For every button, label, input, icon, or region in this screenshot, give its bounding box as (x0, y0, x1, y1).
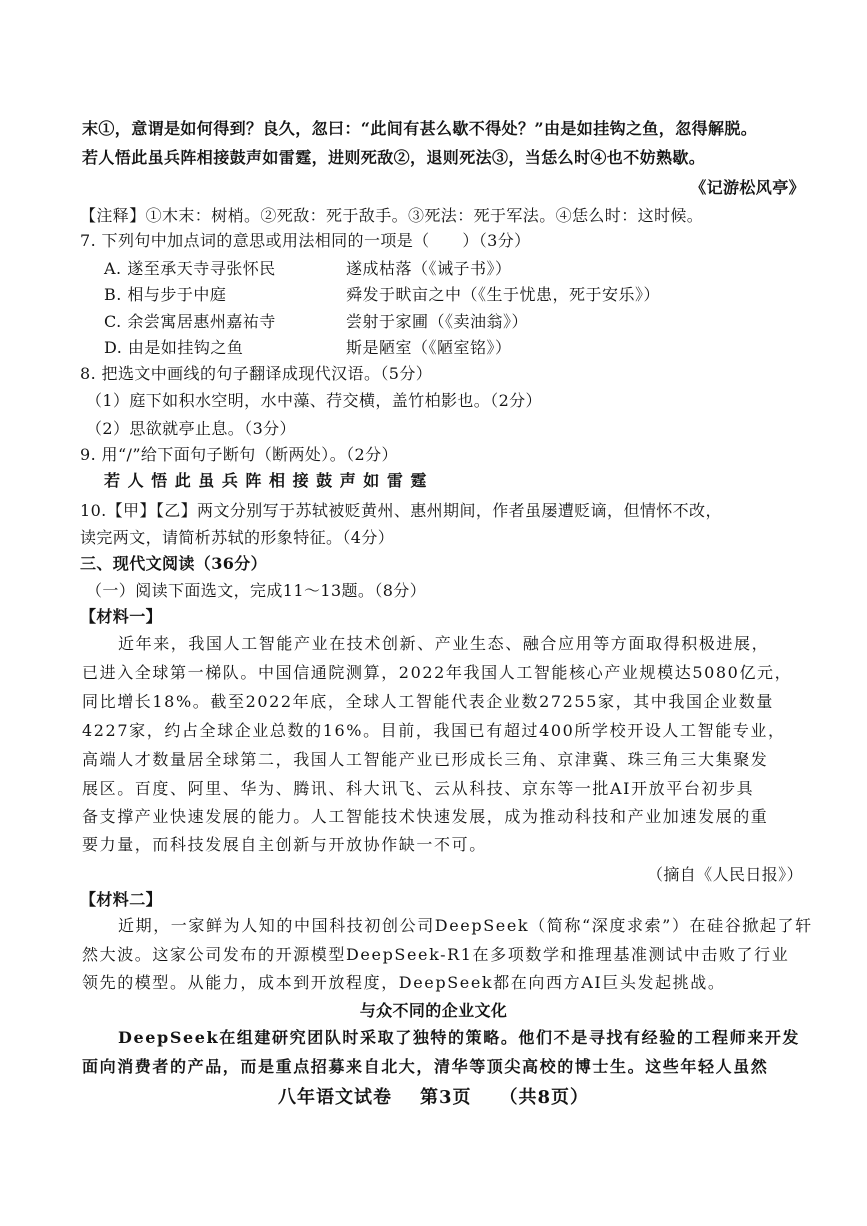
q7-option-c-left: C. 余尝寓居惠州嘉祐寺 (104, 312, 276, 331)
material-2-heading: 与众不同的企业文化 (359, 1001, 508, 1020)
q7-option-b-left: B. 相与步于中庭 (104, 285, 227, 304)
page-footer (0, 1083, 867, 1109)
question-8-stem: 8. 把选文中画线的句子翻译成现代汉语。（5分） (80, 364, 433, 383)
material-1-source: （摘自《人民日报》） (646, 865, 803, 884)
material-2-line: 面向消费者的产品，而是重点招募来自北大，清华等顶尖高校的博士生。这些年轻人虽然 (82, 1057, 769, 1076)
q7-option-c-right: 尝射于家圃（《卖油翁》） (346, 312, 529, 331)
material-1-line: 备支撑产业快速发展的能力。人工智能技术快速发展，成为推动科技和产业加速发展的重 (82, 807, 769, 826)
q7-option-d-right: 斯是陋室（《陋室铭》） (346, 338, 512, 357)
section-3-subtitle: （一）阅读下面选文，完成11～13题。（8分） (86, 581, 427, 600)
excerpt-line-1: 末①，意谓是如何得到？良久，忽曰：“此间有甚么歇不得处？”由是如挂钩之鱼，忽得解脱。 (82, 119, 758, 138)
question-10-line-2: 读完两文，请简析苏轼的形象特征。（4分） (80, 528, 395, 547)
question-8-item-2: （2）思欲就亭止息。（3分） (86, 419, 296, 438)
material-2-line: 近期，一家鲜为人知的中国科技初创公司DeepSeek（简称“深度求索”）在硅谷掀起了轩 (118, 916, 813, 935)
q7-option-d-left: D. 由是如挂钩之鱼 (104, 338, 244, 357)
material-2-line: DeepSeek在组建研究团队时采取了独特的策略。他们不是寻找有经验的工程师来开发 (118, 1028, 801, 1047)
section-3-title: 三、现代文阅读（36分） (80, 554, 268, 573)
q7-option-a-right: 遂成枯落（《诫子书》） (346, 259, 512, 278)
question-9-sentence: 若 人 悟 此 虽 兵 阵 相 接 鼓 声 如 雷 霆 (104, 471, 428, 490)
material-1-label: 【材料一】 (80, 607, 163, 626)
question-10-line-1: 10.【甲】【乙】两文分别写于苏轼被贬黄州、惠州期间，作者虽屡遭贬谪，但情怀不改， (80, 501, 722, 520)
annotation-notes: 【注释】①木末：树梢。②死敌：死于敌手。③死法：死于军法。④恁么时：这时候。 (80, 206, 704, 225)
material-1-line: 展区。百度、阿里、华为、腾讯、科大讯飞、云从科技、京东等一批AI开放平台初步具 (82, 779, 755, 798)
material-2-label: 【材料二】 (80, 890, 163, 909)
material-1-line: 同比增长18%。截至2022年底，全球人工智能代表企业数27255家，其中我国企业数量 (82, 692, 774, 711)
question-8-item-1: （1）庭下如积水空明，水中藻、荇交横，盖竹柏影也。（2分） (86, 391, 542, 410)
question-9-stem: 9. 用“/”给下面句子断句（断两处）。（2分） (80, 445, 398, 464)
footer-page-number: 第3页 (419, 1087, 472, 1108)
material-2-line: 领先的模型。从能力，成本到开放程度，DeepSeek都在向西方AI巨头发起挑战。 (82, 973, 726, 992)
footer-total-pages: （共8页） (499, 1087, 590, 1108)
q7-option-a-left: A. 遂至承天寺寻张怀民 (104, 259, 276, 278)
q7-option-b-right: 舜发于畎亩之中（《生于忧患，死于安乐》） (346, 285, 661, 304)
excerpt-line-2: 若人悟此虽兵阵相接鼓声如雷霆，进则死敌②，退则死法③，当恁么时④也不妨熟歇。 (82, 148, 706, 167)
question-7-stem: 7. 下列句中加点词的意思或用法相同的一项是（ ）（3分） (80, 231, 531, 250)
material-1-line: 已进入全球第一梯队。中国信通院测算，2022年我国人工智能核心产业规模达5080亿元， (82, 663, 793, 682)
footer-subject: 八年语文试卷 (277, 1087, 392, 1108)
material-1-line: 4227家，约占全球企业总数的16%。目前，我国已有超过400所学校开设人工智能专业， (82, 721, 786, 740)
material-1-line: 高端人才数量居全球第二，我国人工智能产业已形成长三角、京津冀、珠三角三大集聚发 (82, 750, 769, 769)
material-1-line: 近年来，我国人工智能产业在技术创新、产业生态、融合应用等方面取得积极进展， (118, 634, 770, 653)
material-2-line: 然大波。这家公司发布的开源模型DeepSeek-R1在多项数学和推理基准测试中击败了行业 (82, 945, 790, 964)
excerpt-source: 《记游松风亭》 (690, 178, 805, 197)
material-1-line: 要力量，而科技发展自主创新与开放协作缺一不可。 (82, 835, 487, 854)
